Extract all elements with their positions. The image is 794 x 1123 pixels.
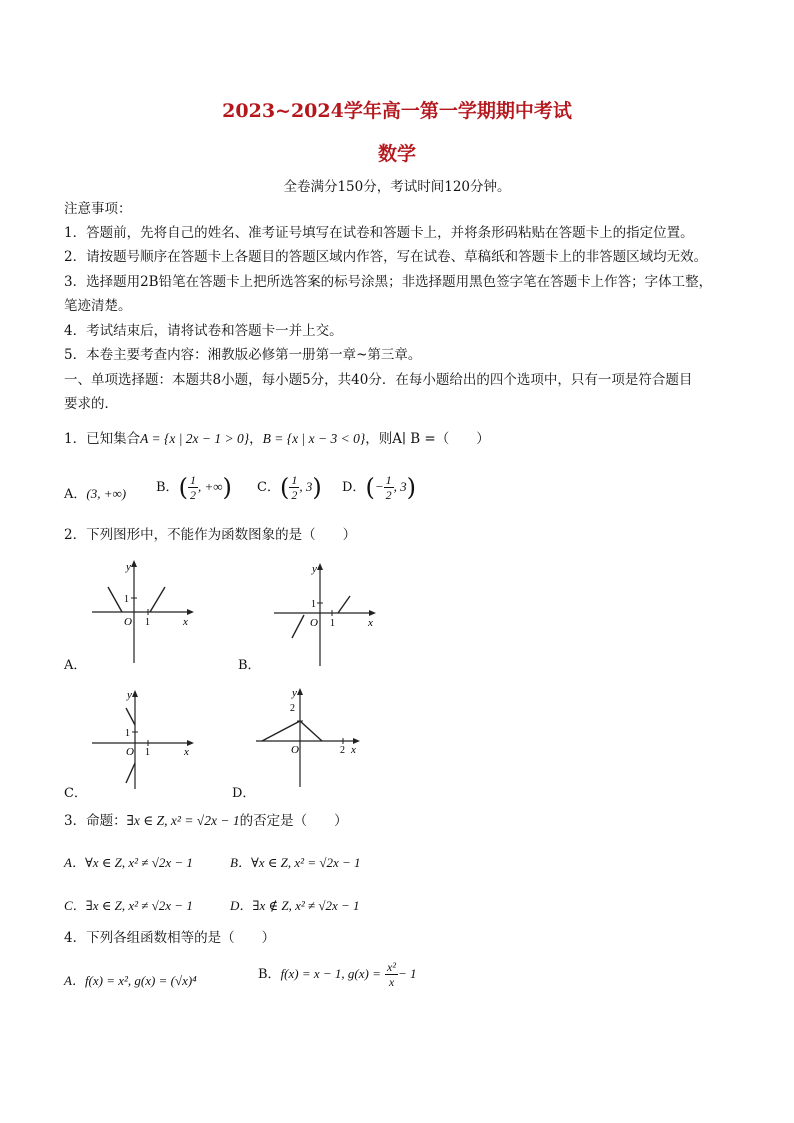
graph-a [88,555,198,667]
axis-y-label: y [312,563,317,575]
exam-intro: 全卷满分150分，考试时间120分钟。 [283,179,511,195]
note-item: 笔迹清楚。 [64,298,132,314]
graph-a-label: A． [64,658,87,673]
tick-label: 1 [125,728,130,739]
origin-label: O [124,616,132,628]
question-1-stem: 1．已知集合A = {x | 2x − 1 > 0}，B = {x | x − 3 < 0}，则A∣ B =（ ） [64,431,490,447]
notes-heading: 注意事项： [64,201,132,217]
exam-title: 2023~2024学年高一第一学期期中考试 [222,100,572,122]
question-2-stem: 2．下列图形中，不能作为函数图象的是（ ） [64,527,357,543]
tick-label: 2 [290,703,295,714]
tick-label: 1 [124,594,129,605]
q1-option-d: D．(− $\frac{1}{2}$ , 3) [342,473,416,502]
axis-y-label: y [126,561,131,573]
q1-option-c: C．( $\frac{1}{2}$ , 3) [257,473,322,502]
question-3-stem: 3．命题：∃x ∈ Z, x² = √2x − 1的否定是（ ） [64,813,348,829]
set-b: B = {x | x − 3 < 0} [262,431,366,446]
q3-option-c: C．∃x ∈ Z, x² ≠ √2x − 1 [64,898,193,913]
tick-label: 1 [330,618,335,629]
q3-option-d: D．∃x ∉ Z, x² ≠ √2x − 1 [230,898,360,913]
origin-label: O [126,746,134,758]
set-a: A = {x | 2x − 1 > 0} [140,431,250,446]
note-item: 4．考试结束后，请将试卷和答题卡一并上交。 [64,323,343,339]
section-heading: 一、单项选择题：本题共8小题，每小题5分，共40分．在每小题给出的四个选项中，只有一项是符合题目 [64,372,693,388]
q1-option-a: A．(3, +∞) [64,486,127,502]
graph-d [252,683,367,791]
axis-y-label: y [292,687,297,699]
note-item: 3．选择题用2B铅笔在答题卡上把所选答案的标号涂黑；非选择题用黑色签字笔在答题卡上作答；字体工整， [64,274,713,290]
graph-c-label: C． [64,786,87,801]
axis-x-label: x [183,616,188,628]
axis-x-label: x [184,746,189,758]
origin-label: O [291,744,299,756]
note-item: 2．请按题号顺序在答题卡上各题目的答题区域内作答，写在试卷、草稿纸和答题卡上的非答题区域均无效。 [64,249,708,265]
graph-b [270,558,385,670]
tick-label: 2 [340,745,345,756]
tick-label: 1 [311,599,316,610]
note-item: 1．答题前，先将自己的姓名、准考证号填写在试卷和答题卡上，并将条形码粘贴在答题卡上的指定位置。 [64,225,694,241]
tick-label: 1 [145,617,150,628]
q4-option-b: B．f(x) = x − 1, g(x) = $\frac{\text{x²}}{x}$ − 1 [258,960,417,989]
axis-y-label: y [127,689,132,701]
tick-label: 1 [145,747,150,758]
q3-option-a: A．∀x ∈ Z, x² ≠ √2x − 1 [64,855,193,870]
graph-b-label: B． [238,658,261,673]
subject-title: 数学 [377,143,416,165]
section-heading-cont: 要求的． [64,396,118,412]
graph-c [88,685,198,793]
note-item: 5．本卷主要考查内容：湘教版必修第一册第一章~第三章。 [64,347,422,363]
origin-label: O [310,617,318,629]
q1-option-b: B．( $\frac{1}{2}$ , +∞) [156,473,232,502]
q3-option-b: B．∀x ∈ Z, x² = √2x − 1 [230,855,361,870]
graph-d-label: D． [232,786,256,801]
question-4-stem: 4．下列各组函数相等的是（ ） [64,930,276,946]
axis-x-label: x [351,744,356,756]
axis-x-label: x [368,617,373,629]
q4-option-a: A．f(x) = x², g(x) = (√x)⁴ [64,973,197,988]
